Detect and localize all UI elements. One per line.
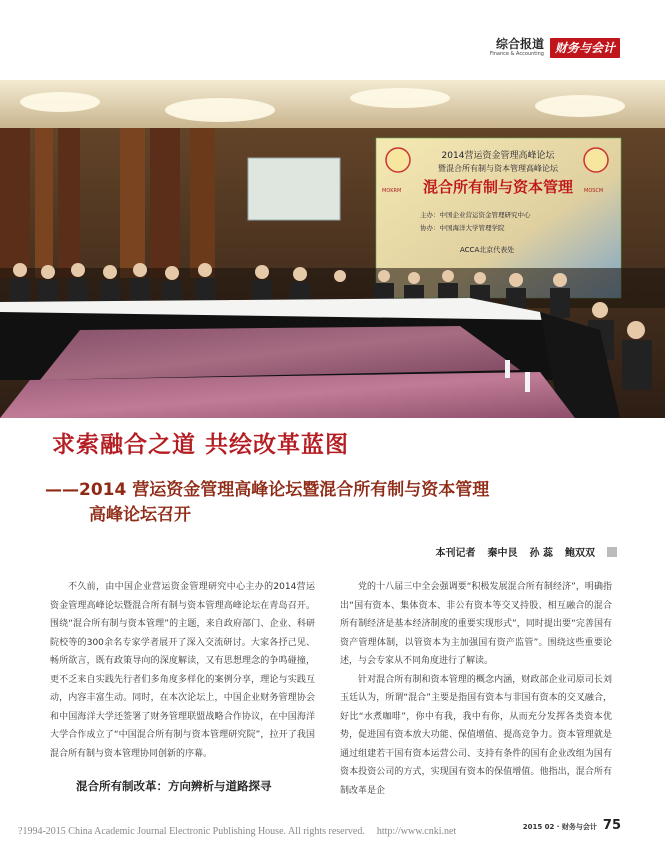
section-label	[490, 38, 544, 58]
section-header	[490, 38, 620, 60]
cnki-link[interactable]: http://www.cnki.net	[376, 826, 457, 837]
author-name: 秦中艮	[487, 548, 518, 559]
page-folio	[523, 818, 621, 833]
banner-cohost: 协办：中国海洋大学管理学院	[420, 224, 505, 232]
article-subtitle-line-2: 高峰论坛召开	[89, 505, 191, 525]
byline-label: 本刊记者	[435, 548, 476, 559]
copyright-line	[18, 826, 456, 837]
copyright-text: ?1994-2015 China Academic Journal Electronic Publishing House. All rights reserved.	[18, 826, 365, 837]
body-column-right	[340, 578, 612, 800]
section-name-cn: 综合报道	[495, 37, 544, 51]
banner-line-2: 暨混合所有制与资本管理高峰论坛	[438, 164, 558, 173]
article-subtitle-line-1: ——2014 营运资金管理高峰论坛暨混合所有制与资本管理	[45, 480, 490, 500]
section-heading: 混合所有制改革：方向辨析与道路探寻	[76, 779, 272, 793]
section-name-en: Finance & Accounting	[489, 51, 544, 57]
banner-logo-left: MOKRM	[382, 188, 402, 194]
byline	[436, 544, 617, 559]
author-name: 孙 蕊	[529, 548, 553, 559]
magazine-logo: 财务与会计	[550, 38, 620, 58]
banner-host: 主办：中国企业营运资金管理研究中心	[420, 211, 531, 219]
page-number: 75	[602, 818, 621, 833]
banner-logo-right: MOSCM	[584, 188, 604, 194]
banner-extra: ACCA北京代表处	[460, 246, 515, 254]
byline-marker	[607, 547, 617, 557]
banner-headline: 混合所有制与资本管理	[422, 178, 574, 196]
conference-photo	[0, 80, 665, 418]
banner-line-1: 2014营运资金管理高峰论坛	[441, 151, 555, 161]
author-name: 鲍双双	[565, 548, 595, 559]
paragraph: 党的十八届三中全会强调要“积极发展混合所有制经济”，明确指出“国有资本、集体资本、非公有资本等交叉持股、相互融合的混合所有制经济是基本经济制度的重要实现形式”，同时提出要“完善国有资产管理体制，以管资本为主加强国有资产监管”。围绕这些重要论述，与会专家从不同角度进行了解读。	[340, 582, 612, 666]
paragraph: 不久前，由中国企业营运资金管理研究中心主办的2014营运资金管理高峰论坛暨混合所有制与资本管理高峰论坛在青岛召开。围绕“混合所有制与资本管理”的主题，来自政府部门、企业、科研院校等的300余名专家学者展开了深入交流研讨。大家各抒己见、畅所欲言，既有政策导向的深度解读，又有思想理念的争鸣碰撞，更不乏来自实践先行者们多角度多样化的案例分享，理论与实践互动，内容丰富生动。同时，在本次论坛上，中国企业财务管理协会和中国海洋大学还签署了财务管理联盟战略合作协议，在中国海洋大学合作成立了“中国混合所有制与资本管理研究院”，拉开了我国混合所有制与资本管理协同创新的序幕。	[50, 582, 315, 759]
issue-label: 2015 02 · 财务与会计	[522, 823, 597, 831]
article-subtitle	[45, 478, 605, 528]
paragraph: 针对混合所有制和资本管理的概念内涵，财政部企业司原司长刘玉廷认为，所谓“混合”主要是指国有资本与非国有资本的交叉融合，好比“水煮咖啡”，你中有我，我中有你，从而充分发挥各类资本优势，促进国有资本放大功能、保值增值、提高竞争力。资本管理就是通过组建若干国有资本运营公司、支持有条件的国有企业改组为国有资本投资公司的方式，实现国有资本的保值增值。他指出，混合所有制改革是企	[340, 674, 612, 796]
body-column-left	[50, 578, 315, 763]
article-title: 求索融合之道 共绘改革蓝图	[52, 432, 350, 458]
